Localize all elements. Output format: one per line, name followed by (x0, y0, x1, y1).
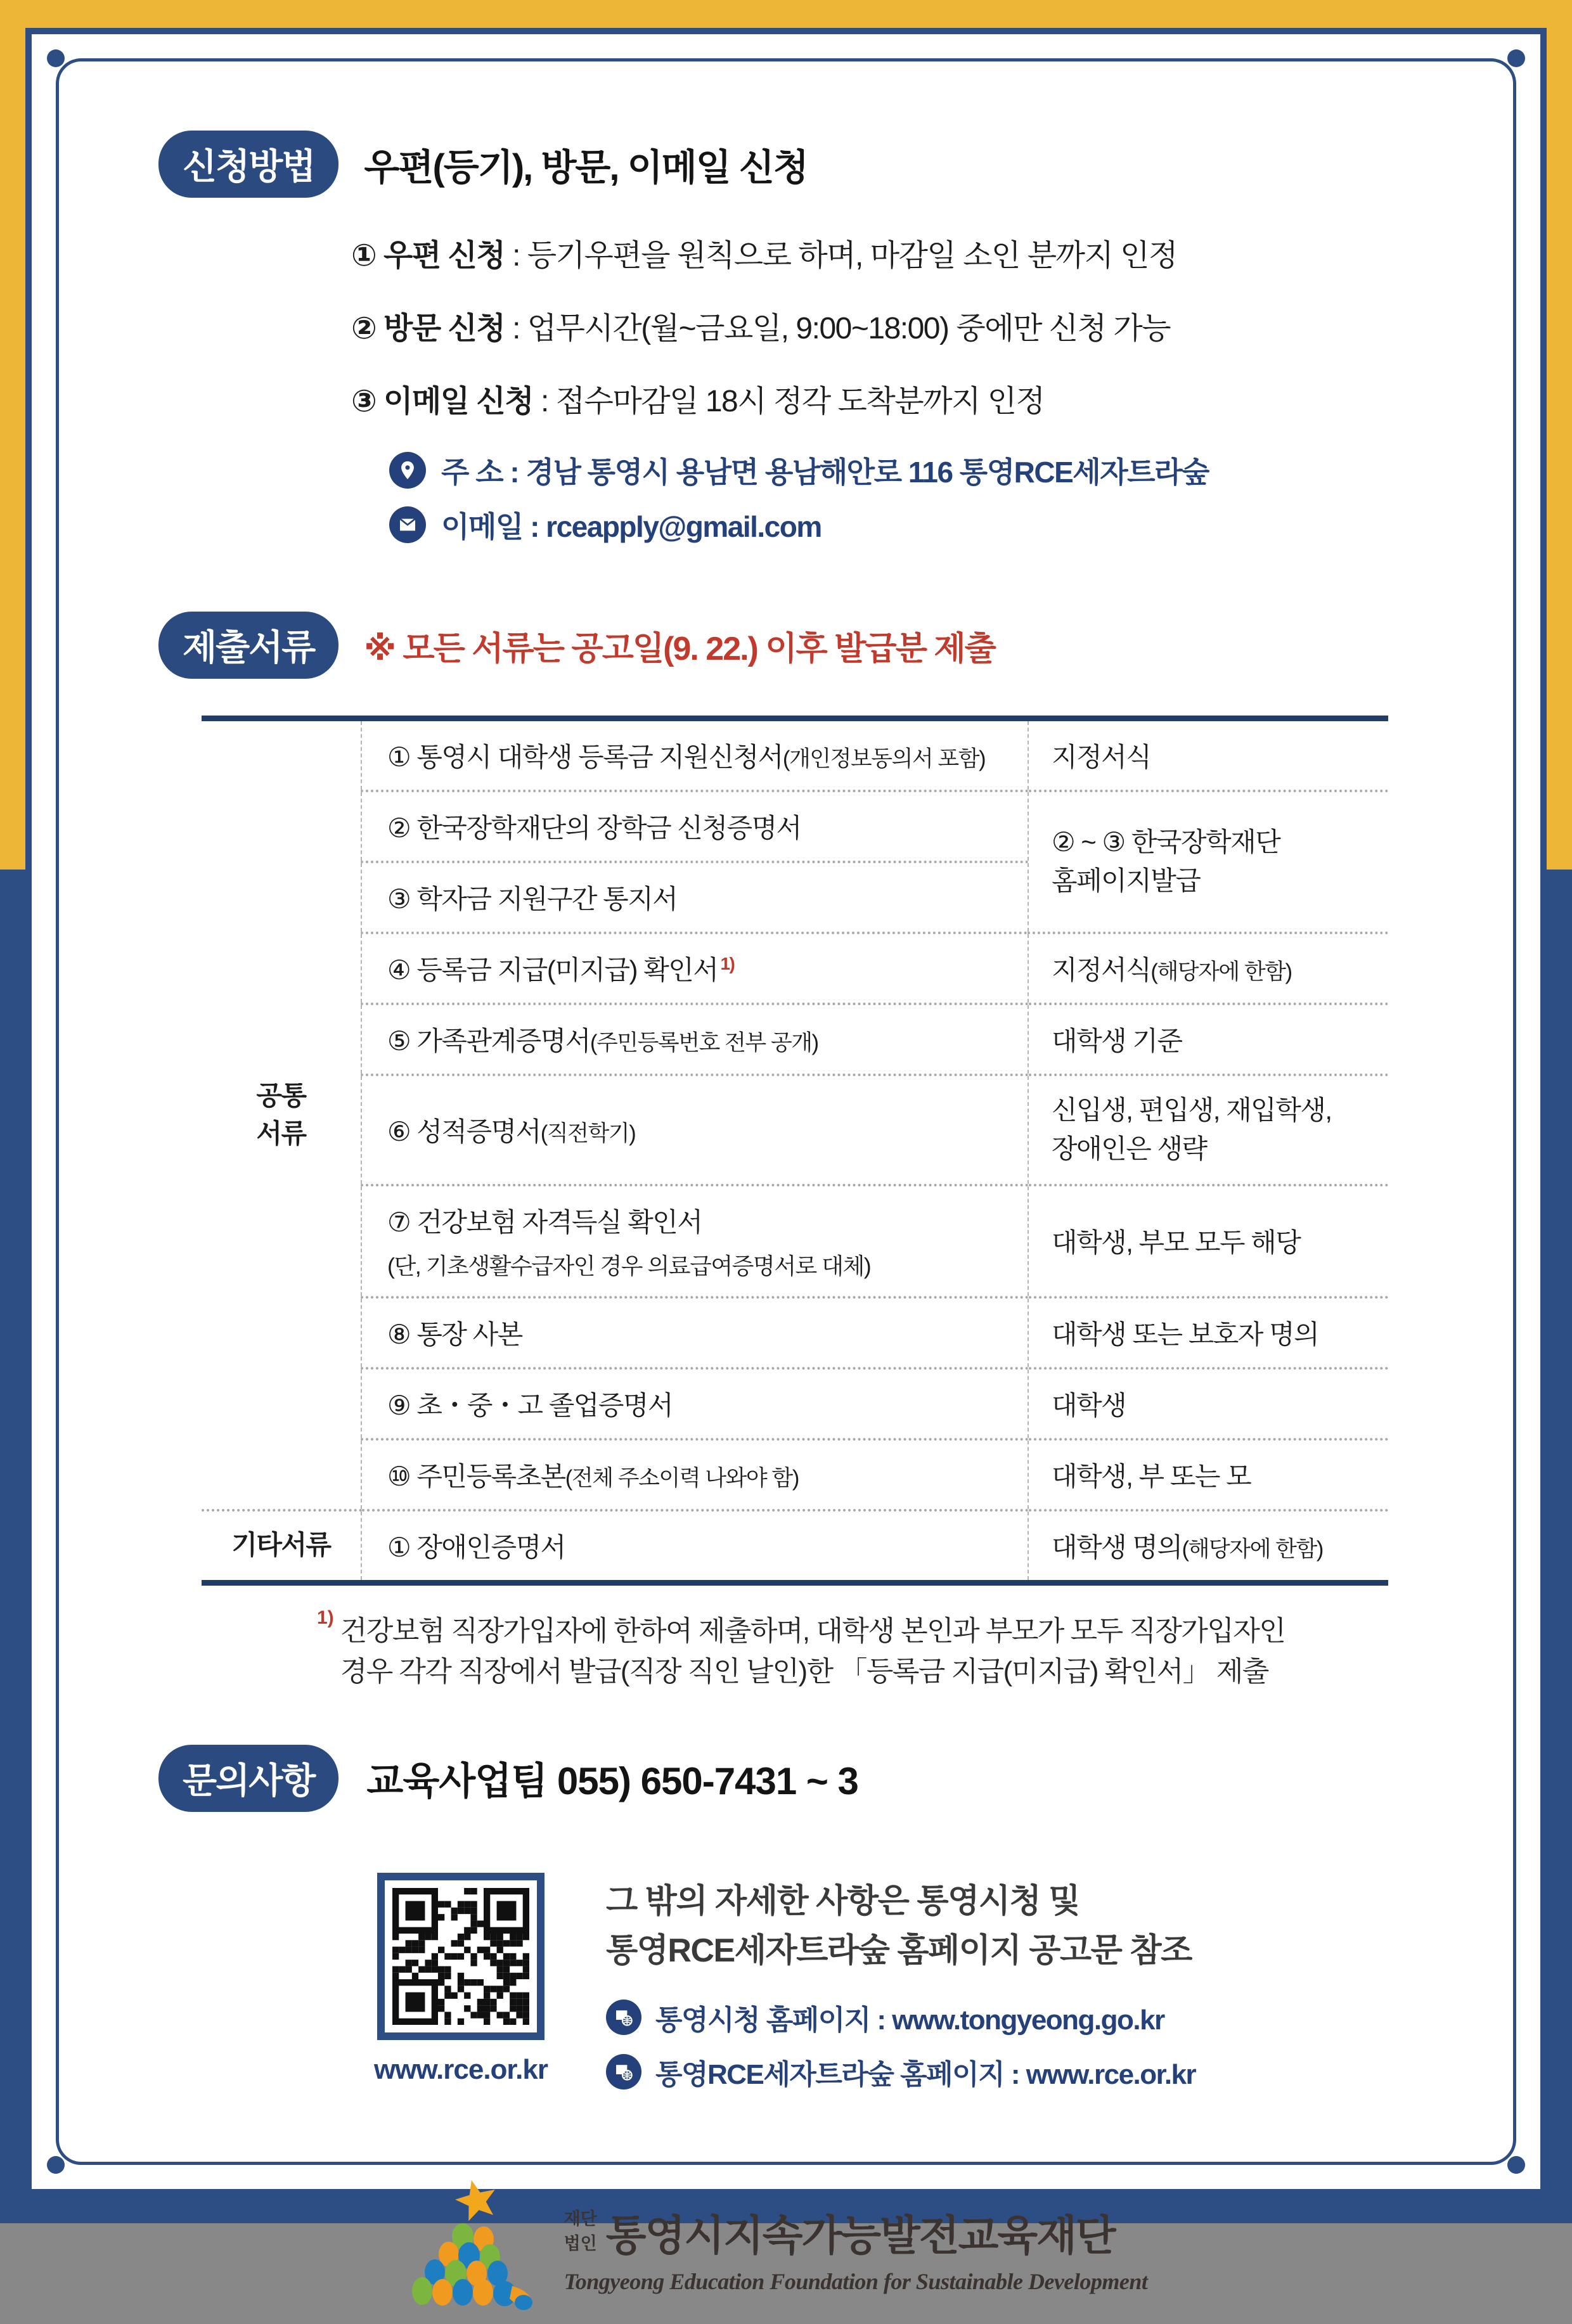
contact-phone: 교육사업팀 055) 650-7431 ~ 3 (366, 1760, 858, 1803)
qr-code (392, 1888, 529, 2025)
documents-badge: 제출서류 (158, 612, 338, 679)
note-text-small: (해당자에 한함) (1150, 960, 1292, 984)
item-desc: : 등기우편을 원칙으로 하며, 마감일 소인 분까지 인정 (505, 239, 1177, 273)
document-subtext: (단, 기초생활수급자인 경우 의료급여증명서로 대체) (387, 1252, 871, 1279)
address-text: 주 소 : 경남 통영시 용남면 용남해안로 116 통영RCE세자트라숲 (441, 456, 1209, 489)
common-documents-label (202, 719, 361, 1510)
corner-dot (1507, 2156, 1525, 2174)
foundation-logo (158, 2172, 1388, 2324)
homepage-link-tongyeong (606, 1997, 1195, 2038)
footnote-line: 건강보험 직장가입자에 한하여 제출하며, 대학생 본인과 부모가 모두 직장가입자인 (340, 1615, 1285, 1647)
more-info-line: 통영RCE세자트라숲 홈페이지 공고문 참조 (605, 1932, 1192, 1970)
footnote-marker: 1) (317, 1607, 334, 1628)
contact-address-block (389, 449, 1388, 546)
item-label: 방문 신청 (383, 312, 505, 345)
document-text-small: (개인정보동의서 포함) (782, 747, 986, 771)
corner-dot (1507, 49, 1525, 67)
homepage-link-rce (606, 2051, 1195, 2092)
apply-item-email (351, 376, 1388, 420)
apply-method-title: 우편(등기), 방문, 이메일 신청 (364, 147, 808, 188)
documents-table (202, 716, 1388, 1586)
more-info-text (606, 1873, 1195, 2106)
qr-caption: www.rce.or.kr (374, 2054, 548, 2086)
apply-method-header (158, 131, 1388, 198)
note-text-small: (해당자에 한함) (1182, 1536, 1323, 1562)
item-desc: : 업무시간(월~금요일, 9:00~18:00) 중에만 신청 가능 (505, 312, 1171, 345)
table-row (202, 791, 1388, 862)
table-row (202, 1439, 1388, 1510)
foundation-logo-mark (399, 2172, 545, 2324)
homepage-link-text: 통영RCE세자트라숲 홈페이지 : www.rce.or.kr (655, 2059, 1196, 2091)
homepage-icon (606, 2054, 641, 2090)
note-text: ② ~ ③ 한국장학재단 (1052, 827, 1280, 857)
document-cell (361, 933, 1028, 1004)
document-cell (361, 1439, 1028, 1510)
documents-notice: ※ 모든 서류는 공고일(9. 22.) 이후 발급분 제출 (364, 630, 995, 667)
footnote-text (340, 1611, 1285, 1692)
more-info-section (374, 1873, 1388, 2106)
note-cell: 대학생 기준 (1028, 1004, 1388, 1075)
table-row (202, 1510, 1388, 1583)
documents-header (158, 612, 1388, 679)
document-text: ⑩ 주민등록초본 (387, 1461, 565, 1491)
item-label: 이메일 신청 (383, 385, 534, 418)
document-text-small: (전체 주소이력 나와야 함) (565, 1465, 799, 1491)
item-number: ② (351, 312, 377, 345)
note-text: 대학생 명의 (1052, 1532, 1182, 1562)
document-cell: ⑧ 통장 사본 (361, 1297, 1028, 1368)
etc-documents-label: 기타서류 (231, 1530, 331, 1560)
document-text: ⑤ 가족관계증명서 (387, 1026, 590, 1056)
homepage-icon (606, 2000, 641, 2035)
document-cell: ② 한국장학재단의 장학금 신청증명서 (361, 791, 1028, 862)
footnote-marker: 1) (720, 954, 735, 973)
item-label: 우편 신청 (383, 239, 505, 273)
foundation-name: 통영시지속가능발전교육재단 (605, 2211, 1115, 2259)
note-cell (1028, 1510, 1388, 1583)
table-row (202, 933, 1388, 1004)
note-cell (1028, 933, 1388, 1004)
prefix-line: 법인 (564, 2234, 597, 2254)
item-number: ① (351, 239, 377, 273)
document-text: ① 통영시 대학생 등록금 지원신청서 (387, 742, 783, 772)
table-row (202, 1368, 1388, 1439)
contact-badge: 문의사항 (158, 1745, 338, 1812)
email-text: 이메일 : rceapply@gmail.com (441, 510, 821, 543)
foundation-prefix (564, 2207, 597, 2256)
table-row (202, 1075, 1388, 1185)
homepage-link-text: 통영시청 홈페이지 : www.tongyeong.go.kr (655, 2005, 1164, 2036)
note-text: 신입생, 편입생, 재입학생, (1052, 1095, 1332, 1125)
document-text: ④ 등록금 지급(미지급) 확인서 (387, 955, 718, 985)
label-line: 공통 (256, 1080, 306, 1110)
document-cell (361, 1185, 1028, 1297)
note-cell: 대학생, 부 또는 모 (1028, 1439, 1388, 1510)
apply-method-items (351, 231, 1388, 420)
note-cell-merged (1028, 791, 1388, 933)
note-cell: 지정서식 (1028, 719, 1388, 792)
foundation-name-english: Tongyeong Education Foundation for Sustainable Development (564, 2268, 1148, 2294)
apply-item-visit (351, 304, 1388, 347)
note-cell: 대학생 또는 보호자 명의 (1028, 1297, 1388, 1368)
corner-dot (47, 2156, 65, 2174)
more-info-line: 그 밖의 자세한 사항은 통영시청 및 (605, 1883, 1079, 1920)
apply-item-mail (351, 231, 1388, 274)
document-text: ⑦ 건강보험 자격득실 확인서 (387, 1207, 702, 1237)
note-cell: 대학생 (1028, 1368, 1388, 1439)
document-text: ⑥ 성적증명서 (387, 1116, 541, 1146)
footnote-line: 경우 각각 직장에서 발급(직장 직인 날인)한 「등록금 지급(미지급) 확인서」 제출 (340, 1655, 1268, 1687)
table-row (202, 719, 1388, 792)
document-cell: ③ 학자금 지원구간 통지서 (361, 862, 1028, 933)
apply-method-badge: 신청방법 (158, 131, 338, 198)
label-line: 서류 (256, 1119, 306, 1149)
qr-code-frame (377, 1873, 544, 2040)
footnote (317, 1607, 1388, 1692)
document-cell (361, 719, 1028, 792)
table-row (202, 1185, 1388, 1297)
note-text: 홈페이지발급 (1052, 866, 1201, 896)
location-pin-icon (389, 452, 426, 489)
address-line (389, 449, 1388, 491)
prefix-line: 재단 (564, 2209, 597, 2229)
homepage-links (606, 1997, 1195, 2092)
item-desc: : 접수마감일 18시 정각 도착분까지 인정 (533, 385, 1045, 418)
qr-block (374, 1873, 548, 2106)
note-text: 장애인은 생략 (1052, 1133, 1207, 1164)
document-cell: ⑨ 초・중・고 졸업증명서 (361, 1368, 1028, 1439)
contact-section (158, 1745, 1388, 1812)
table-row (202, 1297, 1388, 1368)
foundation-logo-text (564, 2202, 1148, 2295)
note-cell: 대학생, 부모 모두 해당 (1028, 1185, 1388, 1297)
email-line (389, 504, 1388, 546)
document-cell (361, 1075, 1028, 1185)
item-number: ③ (351, 385, 377, 418)
document-text-small: (주민등록번호 전부 공개) (590, 1030, 818, 1055)
note-text: 지정서식 (1052, 955, 1151, 985)
envelope-icon (389, 506, 426, 543)
document-cell (361, 1004, 1028, 1075)
corner-dot (47, 49, 65, 67)
poster-content (158, 131, 1388, 2324)
document-cell: ① 장애인증명서 (361, 1510, 1028, 1583)
document-text-small: (직전학기) (540, 1120, 636, 1146)
table-row (202, 1004, 1388, 1075)
note-cell (1028, 1075, 1388, 1185)
